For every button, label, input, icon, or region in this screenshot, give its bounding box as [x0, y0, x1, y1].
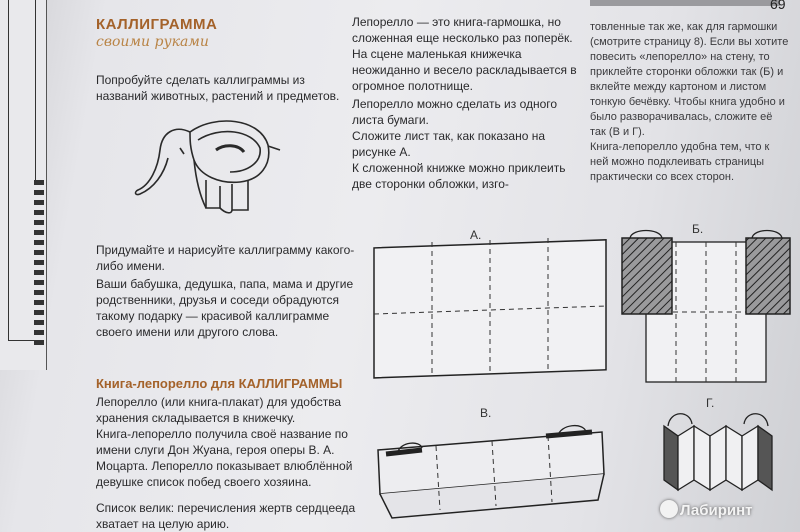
decorative-border [34, 180, 44, 350]
paragraph-fold: Сложите лист так, как показано на рисунке А. [352, 129, 546, 159]
facing-page-edge [0, 0, 47, 370]
labirint-logo-icon [660, 500, 678, 518]
paragraph-leporello-storage: Лепорелло (или книга-плакат) для удобства хранения складывается в книжечку. [96, 395, 342, 425]
paragraph-hang: товленные так же, как для гармошки (смотрите страницу 8). Если вы хотите повесить «лепорелло» на стену, то приклейте сторонки обложки так (Б) и вклейте между картоном и листом тонкую бечёвку. Чтобы книга удобно и было разворачивалась, сложите её так (В и Г). [590, 21, 789, 138]
elephant-calligram-drawing [120, 110, 290, 220]
paragraph-convenience: Книга-лепорелло удобна тем, что к ней можно подклеивать страницы практически со всех сторон. [590, 141, 770, 183]
paragraph-leporello-origin: Книга-лепорелло получила своё название по имени слуги Дон Жуана, героя оперы В. А. Моцарта. Лепорелло показывает влюблённой девушке список побед своего хозяина. [96, 427, 353, 489]
watermark: Лабиринт [680, 502, 753, 519]
page-number: 69 [770, 0, 786, 12]
figure-label-a: А. [470, 228, 482, 242]
paragraph-cover: К сложенной книжке можно приклеить две сторонки обложки, изго- [352, 161, 566, 191]
subheading: своими руками [96, 34, 209, 50]
section-title: Книга-лепорелло для КАЛЛИГРАММЫ [96, 376, 343, 391]
paragraph-one-sheet: Лепорелло можно сделать из одного листа бумаги. [352, 97, 558, 127]
figure-b-leporello-with-covers [616, 226, 794, 386]
paragraph-name-calligram: Придумайте и нарисуйте каллиграмму какого-либо имени. [96, 243, 355, 273]
figure-g-accordion-fold [656, 404, 780, 504]
figure-v-folding-book [376, 414, 606, 526]
header-bar [590, 0, 780, 6]
border-rule [8, 0, 36, 341]
paragraph-gift: Ваши бабушка, дедушка, папа, мама и другие родственники, друзья и соседи обрадуются такому подарку — красивой каллиграмме своего имени или другого слова. [96, 277, 354, 339]
intro-paragraph: Попробуйте сделать каллиграммы из названий животных, растений и предметов. [96, 73, 340, 103]
paragraph-aria: Список велик: перечисления жертв сердцееда хватает на целую арию. [96, 501, 356, 531]
paragraph-leporello-definition: Лепорелло — это книга-гармошка, но сложенная еще несколько раз поперёк. На сцене маленькая книжечка неожиданно и весело раскладывается в огромное полотнище. [352, 15, 577, 93]
figure-label-v: В. [480, 406, 492, 420]
figure-label-b: Б. [692, 222, 704, 236]
figure-a-folded-sheet [372, 236, 610, 386]
figure-label-g: Г. [706, 396, 715, 410]
heading: КАЛЛИГРАММА [96, 16, 218, 33]
